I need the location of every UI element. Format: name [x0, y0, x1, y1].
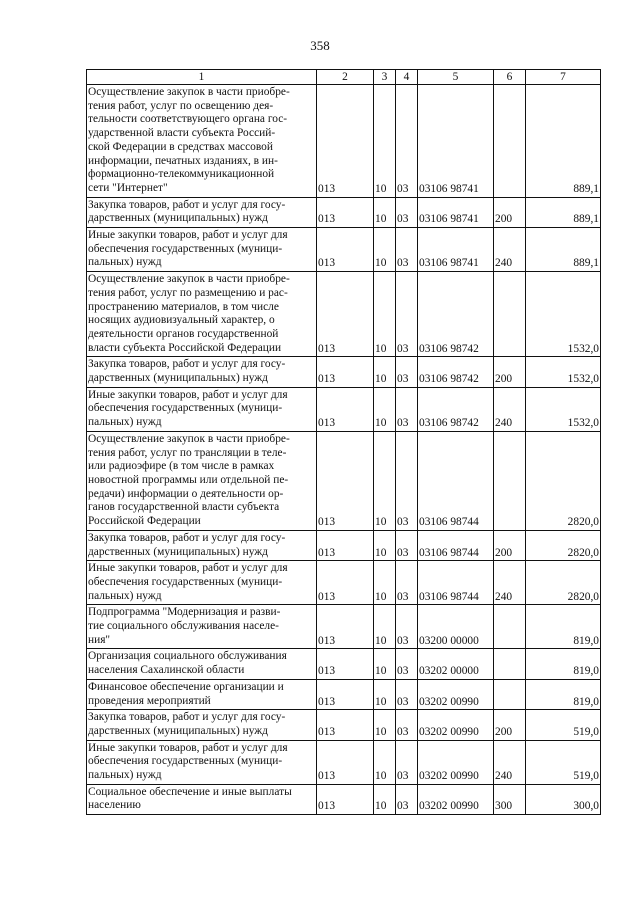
- row-name-cell: [87, 85, 317, 198]
- row-subsection-cell: 03: [396, 228, 418, 272]
- table-row: [87, 784, 601, 814]
- row-name-text: Осуществление закупок в части приобре- тения работ, услуг по освещению дея- тельности соответствующего органа гос- ударственной власти субъекта Россий- ской Федерации в средствах массовой информации, печатных изданиях, в ин- формационно-телекоммуникационной сети "Интернет": [88, 86, 290, 194]
- row-expense-cell: 200: [494, 197, 526, 227]
- row-amount-cell: 819,0: [526, 605, 601, 649]
- row-name-cell: [87, 272, 317, 357]
- row-amount-cell: 2820,0: [526, 530, 601, 560]
- table-row: [87, 357, 601, 387]
- row-name-cell: [87, 710, 317, 740]
- row-subsection-cell: 03: [396, 649, 418, 679]
- row-section-cell: 10: [374, 710, 396, 740]
- row-name-text: Социальное обеспечение и иные выплаты населению: [88, 785, 292, 812]
- row-section-cell: 10: [374, 85, 396, 198]
- row-target-cell: 03202 00000: [418, 649, 494, 679]
- row-subsection-cell: 03: [396, 740, 418, 784]
- row-name-text: Финансовое обеспечение организации и проведения мероприятий: [88, 680, 284, 707]
- row-name-cell: [87, 357, 317, 387]
- row-subsection-cell: 03: [396, 784, 418, 814]
- row-subsection-cell: 03: [396, 197, 418, 227]
- header-cell: 4: [396, 70, 418, 85]
- table-row: [87, 431, 601, 530]
- row-name-cell: [87, 605, 317, 649]
- row-name-text: Иные закупки товаров, работ и услуг для обеспечения государственных (муници- пальных) нужд: [88, 741, 288, 782]
- row-subsection-cell: 03: [396, 605, 418, 649]
- row-amount-cell: 889,1: [526, 228, 601, 272]
- row-target-cell: 03106 98744: [418, 431, 494, 530]
- row-expense-cell: [494, 431, 526, 530]
- row-code-cell: 013: [317, 197, 374, 227]
- row-name-text: Осуществление закупок в части приобре- тения работ, услуг по трансляции в теле- или радиоэфире (в том числе в рамках новостной программы или отдельной пе- редачи) информации о деятельности ор- ганов государственной власти субъекта Российской Федерации: [88, 432, 290, 528]
- row-code-cell: 013: [317, 228, 374, 272]
- row-name-cell: [87, 740, 317, 784]
- row-name-text: Подпрограмма "Модернизация и разви- тие социального обслуживания населе- ния": [88, 606, 281, 646]
- row-target-cell: 03202 00990: [418, 784, 494, 814]
- row-name-cell: [87, 561, 317, 605]
- row-name-text: Иные закупки товаров, работ и услуг для обеспечения государственных (муници- пальных) нужд: [88, 388, 288, 429]
- row-name-text: Осуществление закупок в части приобре- тения работ, услуг по размещению и рас- пространению материалов, в том числе носящих аудиовизуальный характер, о деятельности органов государственной власти субъекта Российской Федерации: [88, 273, 290, 354]
- row-target-cell: 03106 98744: [418, 530, 494, 560]
- page-number: 358: [310, 38, 330, 53]
- row-amount-cell: 819,0: [526, 649, 601, 679]
- row-name-cell: [87, 387, 317, 431]
- row-target-cell: 03106 98741: [418, 85, 494, 198]
- row-expense-cell: 240: [494, 387, 526, 431]
- row-name-cell: [87, 649, 317, 679]
- table-row: [87, 649, 601, 679]
- budget-table: [86, 69, 601, 815]
- row-expense-cell: 240: [494, 740, 526, 784]
- row-target-cell: 03106 98741: [418, 228, 494, 272]
- row-name-cell: [87, 431, 317, 530]
- row-subsection-cell: 03: [396, 679, 418, 709]
- row-section-cell: 10: [374, 272, 396, 357]
- row-code-cell: 013: [317, 784, 374, 814]
- header-cell: 7: [526, 70, 601, 85]
- row-code-cell: 013: [317, 272, 374, 357]
- row-name-text: Иные закупки товаров, работ и услуг для обеспечения государственных (муници- пальных) нужд: [88, 229, 288, 269]
- row-amount-cell: 2820,0: [526, 431, 601, 530]
- row-name-cell: [87, 197, 317, 227]
- row-expense-cell: 240: [494, 561, 526, 605]
- row-section-cell: 10: [374, 649, 396, 679]
- row-expense-cell: [494, 85, 526, 198]
- row-section-cell: 10: [374, 784, 396, 814]
- row-name-text: Закупка товаров, работ и услуг для госу- дарственных (муниципальных) нужд: [88, 198, 286, 225]
- row-name-cell: [87, 530, 317, 560]
- table-row: [87, 387, 601, 431]
- row-subsection-cell: 03: [396, 431, 418, 530]
- row-section-cell: 10: [374, 228, 396, 272]
- row-expense-cell: 200: [494, 357, 526, 387]
- row-expense-cell: [494, 649, 526, 679]
- row-section-cell: 10: [374, 740, 396, 784]
- table-row: [87, 679, 601, 709]
- row-target-cell: 03200 00000: [418, 605, 494, 649]
- row-code-cell: 013: [317, 431, 374, 530]
- row-subsection-cell: 03: [396, 272, 418, 357]
- row-section-cell: 10: [374, 561, 396, 605]
- row-amount-cell: 819,0: [526, 679, 601, 709]
- row-code-cell: 013: [317, 357, 374, 387]
- row-amount-cell: 1532,0: [526, 357, 601, 387]
- row-section-cell: 10: [374, 387, 396, 431]
- header-cell: 6: [494, 70, 526, 85]
- row-amount-cell: 519,0: [526, 710, 601, 740]
- row-amount-cell: 2820,0: [526, 561, 601, 605]
- row-amount-cell: 889,1: [526, 85, 601, 198]
- row-amount-cell: 300,0: [526, 784, 601, 814]
- row-code-cell: 013: [317, 387, 374, 431]
- table-row: [87, 561, 601, 605]
- row-target-cell: 03202 00990: [418, 710, 494, 740]
- table-row: [87, 740, 601, 784]
- row-code-cell: 013: [317, 740, 374, 784]
- row-name-cell: [87, 228, 317, 272]
- row-target-cell: 03106 98742: [418, 272, 494, 357]
- header-cell: 1: [87, 70, 317, 85]
- row-subsection-cell: 03: [396, 387, 418, 431]
- row-code-cell: 013: [317, 85, 374, 198]
- header-cell: 5: [418, 70, 494, 85]
- row-subsection-cell: 03: [396, 710, 418, 740]
- row-name-text: Закупка товаров, работ и услуг для госу- дарственных (муниципальных) нужд: [88, 358, 286, 385]
- row-subsection-cell: 03: [396, 561, 418, 605]
- table-body: [87, 85, 601, 815]
- row-target-cell: 03202 00990: [418, 679, 494, 709]
- row-target-cell: 03106 98741: [418, 197, 494, 227]
- table-row: [87, 605, 601, 649]
- row-code-cell: 013: [317, 710, 374, 740]
- row-expense-cell: 240: [494, 228, 526, 272]
- table-row: [87, 228, 601, 272]
- row-expense-cell: 200: [494, 710, 526, 740]
- row-expense-cell: 200: [494, 530, 526, 560]
- row-amount-cell: 889,1: [526, 197, 601, 227]
- row-section-cell: 10: [374, 679, 396, 709]
- row-subsection-cell: 03: [396, 85, 418, 198]
- row-section-cell: 10: [374, 605, 396, 649]
- row-section-cell: 10: [374, 431, 396, 530]
- table-row: [87, 197, 601, 227]
- row-expense-cell: [494, 272, 526, 357]
- row-amount-cell: 1532,0: [526, 272, 601, 357]
- row-name-cell: [87, 679, 317, 709]
- table-row: [87, 272, 601, 357]
- row-name-text: Организация социального обслуживания населения Сахалинской области: [88, 650, 287, 677]
- row-name-text: Закупка товаров, работ и услуг для госу- дарственных (муниципальных) нужд: [88, 531, 286, 558]
- row-expense-cell: [494, 605, 526, 649]
- row-code-cell: 013: [317, 649, 374, 679]
- row-name-cell: [87, 784, 317, 814]
- row-target-cell: 03106 98742: [418, 357, 494, 387]
- row-section-cell: 10: [374, 197, 396, 227]
- row-amount-cell: 519,0: [526, 740, 601, 784]
- row-amount-cell: 1532,0: [526, 387, 601, 431]
- row-code-cell: 013: [317, 530, 374, 560]
- row-section-cell: 10: [374, 530, 396, 560]
- row-subsection-cell: 03: [396, 530, 418, 560]
- table-row: [87, 530, 601, 560]
- row-code-cell: 013: [317, 561, 374, 605]
- row-target-cell: 03106 98744: [418, 561, 494, 605]
- row-subsection-cell: 03: [396, 357, 418, 387]
- row-target-cell: 03202 00990: [418, 740, 494, 784]
- row-code-cell: 013: [317, 605, 374, 649]
- table-row: [87, 85, 601, 198]
- row-target-cell: 03106 98742: [418, 387, 494, 431]
- row-section-cell: 10: [374, 357, 396, 387]
- table-row: [87, 710, 601, 740]
- row-name-text: Иные закупки товаров, работ и услуг для обеспечения государственных (муници- пальных) нужд: [88, 562, 288, 602]
- header-cell: 3: [374, 70, 396, 85]
- header-row: [87, 70, 601, 85]
- row-name-text: Закупка товаров, работ и услуг для госу- дарственных (муниципальных) нужд: [88, 711, 286, 737]
- header-cell: 2: [317, 70, 374, 85]
- row-code-cell: 013: [317, 679, 374, 709]
- row-expense-cell: 300: [494, 784, 526, 814]
- row-expense-cell: [494, 679, 526, 709]
